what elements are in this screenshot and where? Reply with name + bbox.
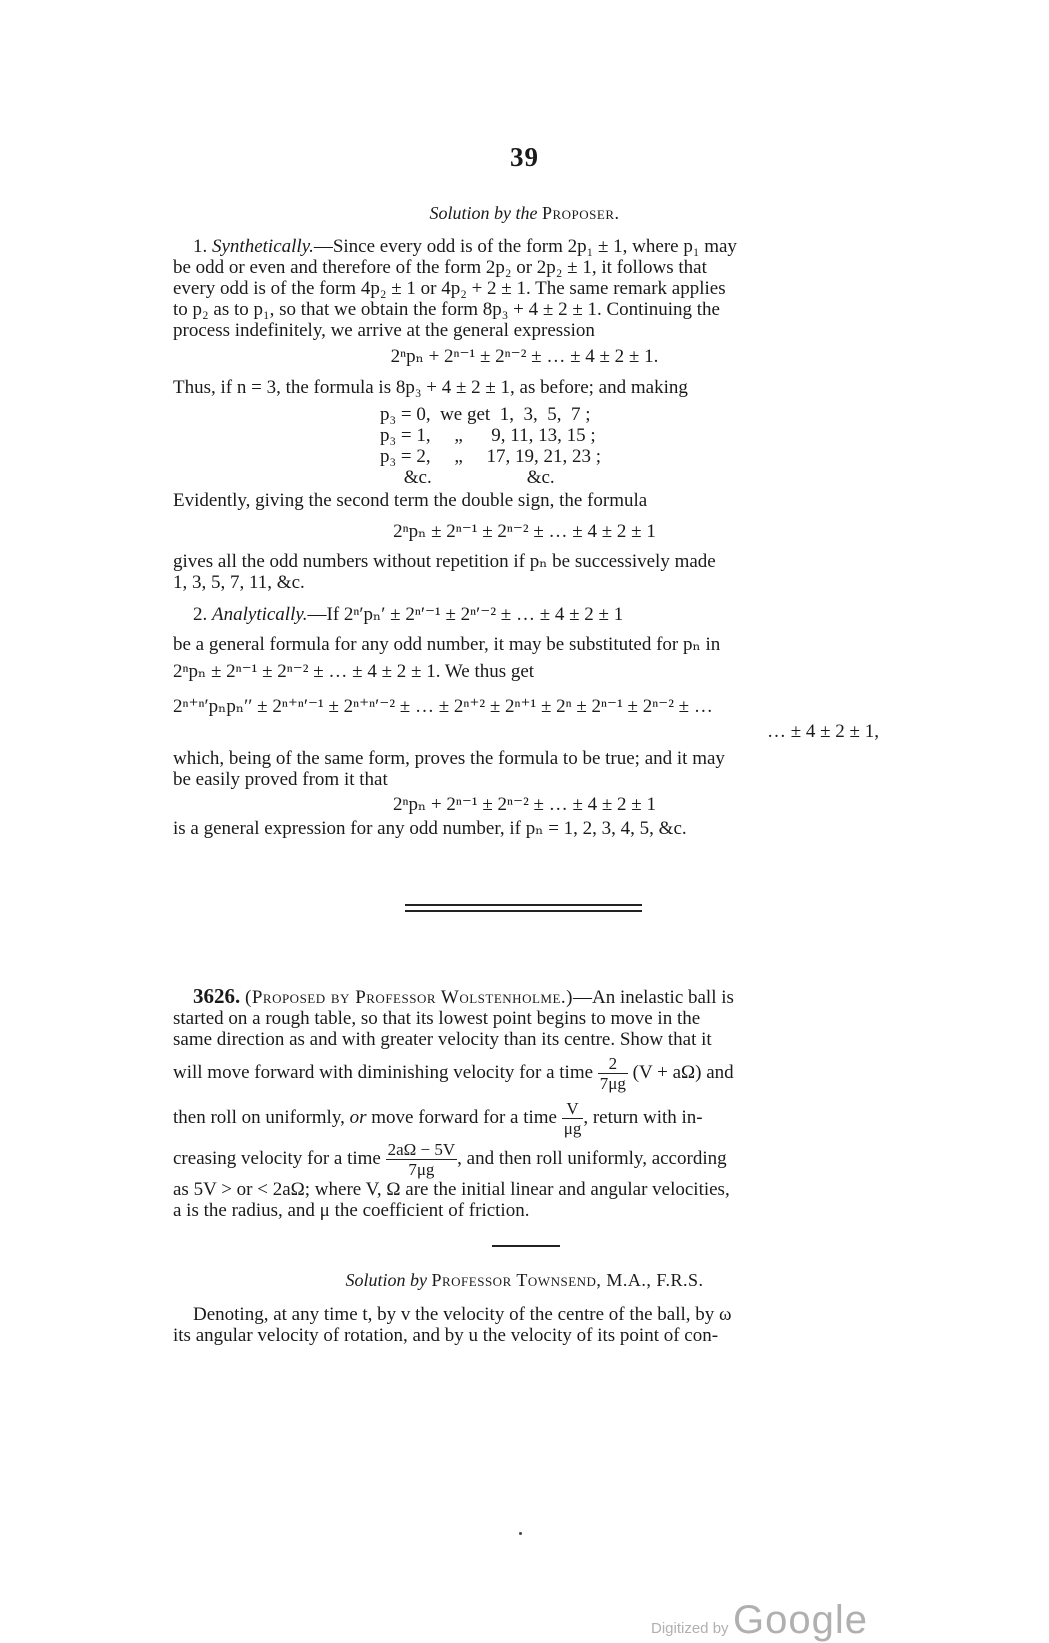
formula-final: 2ⁿpₙ + 2ⁿ⁻¹ ± 2ⁿ⁻² ± … ± 4 ± 2 ± 1 [393, 794, 656, 815]
formula-general-expression: 2ⁿpₙ + 2ⁿ⁻¹ ± 2ⁿ⁻² ± … ± 4 ± 2 ± 1. [390, 346, 659, 367]
formula-double-sign: 2ⁿpₙ ± 2ⁿ⁻¹ ± 2ⁿ⁻² ± … ± 4 ± 2 ± 1 [393, 521, 656, 542]
paragraph-analytically [173, 604, 879, 625]
google-logo-text: Google [733, 1598, 868, 1642]
solution-heading-proposer [0, 203, 1049, 224]
paragraph-label: Synthetically. [212, 236, 314, 257]
heading-prefix: Solution by [345, 1270, 427, 1290]
text-line: —If 2ⁿ′pₙ′ ± 2ⁿ′⁻¹ ± 2ⁿ′⁻² ± … ± 4 ± 2 ± 1 [307, 604, 624, 625]
text-line: 2ⁿpₙ ± 2ⁿ⁻¹ ± 2ⁿ⁻² ± … ± 4 ± 2 ± 1. We thus get [173, 661, 535, 682]
digitized-label: Digitized by [651, 1620, 729, 1637]
paragraph-number: 1. [193, 236, 208, 257]
text-line: a is the radius, and μ the coefficient of friction. [173, 1200, 530, 1221]
fraction-numerator: V [562, 1099, 584, 1119]
fraction [562, 1099, 584, 1138]
text-line: gives all the odd numbers without repetition if pₙ be successively made [173, 551, 716, 572]
table-row: p₃ = 2, „ 17, 19, 21, 23 ; [380, 446, 602, 467]
paragraph-number: 2. [193, 604, 208, 625]
fraction-numerator: 2 [598, 1054, 628, 1074]
text-fragment: then roll on uniformly, [173, 1106, 345, 1128]
text-line: every odd is of the form 4p₂ ± 1 or 4p₂ + 2 ± 1. The same remark applies [173, 278, 726, 299]
text-line: be odd or even and therefore of the form 2p₂ or 2p₂ ± 1, it follows that [173, 257, 707, 278]
solution-heading-townsend [0, 1270, 1049, 1291]
text-line: Thus, if n = 3, the formula is 8p₃ + 4 ± 2 ± 1, as before; and making [173, 377, 688, 398]
question-proposer: (Proposed by Professor Wolstenholme.) [245, 987, 573, 1008]
text-fragment: creasing velocity for a time [173, 1147, 381, 1169]
text-line: Denoting, at any time t, by v the velocity of the centre of the ball, by ω [193, 1304, 732, 1325]
text-fragment: , and then roll uniformly, according [457, 1147, 727, 1169]
text-fragment: , return with in- [583, 1106, 703, 1128]
digitized-by-google-watermark [651, 1598, 868, 1643]
text-line-with-fraction [173, 1054, 879, 1093]
heading-prefix: Solution by the [429, 203, 538, 223]
heading-name: Proposer. [541, 203, 620, 223]
short-divider [492, 1245, 560, 1247]
text-fragment: will move forward with diminishing velocity for a time [173, 1061, 594, 1083]
fraction-denominator: 7μg [408, 1160, 435, 1179]
ink-speck [519, 1532, 522, 1535]
text-line: same direction as and with greater velocity than its centre. Show that it [173, 1029, 712, 1050]
text-line: be a general formula for any odd number, it may be substituted for pₙ in [173, 634, 721, 655]
paragraph-label: Analytically. [212, 604, 308, 625]
fraction [386, 1140, 458, 1179]
formula-combined-line-1: 2ⁿ⁺ⁿ′pₙpₙ′′ ± 2ⁿ⁺ⁿ′⁻¹ ± 2ⁿ⁺ⁿ′⁻² ± … ± 2ⁿ⁺² ± 2ⁿ⁺¹ ± 2ⁿ ± 2ⁿ⁻¹ ± 2ⁿ⁻² ± … [173, 696, 713, 717]
question-3626 [173, 986, 879, 1221]
fraction-numerator: 2aΩ − 5V [387, 1140, 456, 1159]
text-fragment: (V + aΩ) and [632, 1061, 734, 1083]
fraction-denominator: 7μg [599, 1074, 626, 1093]
text-line-with-fraction [173, 1099, 879, 1138]
paragraph-gives [173, 551, 879, 593]
section-divider [405, 904, 642, 906]
fraction [598, 1054, 628, 1093]
values-table [380, 404, 601, 488]
table-row: p₃ = 0, we get 1, 3, 5, 7 ; [380, 404, 591, 425]
text-line: as 5V > or < 2aΩ; where V, Ω are the initial linear and angular velocities, [173, 1179, 730, 1200]
paragraph-denoting [173, 1304, 879, 1346]
paragraph-synthetically [173, 236, 879, 341]
text-line: its angular velocity of rotation, and by u the velocity of its point of con- [173, 1325, 719, 1346]
text-line: be easily proved from it that [173, 769, 388, 790]
text-line: is a general expression for any odd number, if pₙ = 1, 2, 3, 4, 5, &c. [173, 818, 687, 839]
text-line: to p₂ as to p₁, so that we obtain the form 8p₃ + 4 ± 2 ± 1. Continuing the [173, 299, 720, 320]
table-row: &c. &c. [380, 467, 555, 488]
text-line: started on a rough table, so that its lowest point begins to move in the [173, 1008, 701, 1029]
text-line: process indefinitely, we arrive at the general expression [173, 320, 595, 341]
paragraph-general-formula [173, 634, 879, 682]
text-line: Evidently, giving the second term the double sign, the formula [173, 490, 648, 511]
heading-name: Professor Townsend, M.A., F.R.S. [431, 1270, 704, 1290]
text-line: —An inelastic ball is [572, 987, 734, 1008]
text-line: which, being of the same form, proves the formula to be true; and it may [173, 748, 725, 769]
fraction-denominator: μg [563, 1119, 582, 1138]
text-line-with-fraction [173, 1140, 879, 1179]
formula-combined-line-2: … ± 4 ± 2 ± 1, [766, 721, 879, 742]
page-number: 39 [510, 142, 539, 172]
question-number: 3626. [193, 984, 241, 1008]
text-fragment: move forward for a time [371, 1106, 557, 1128]
text-line: 1, 3, 5, 7, 11, &c. [173, 572, 305, 593]
text-line: —Since every odd is of the form 2p₁ ± 1, where p₁ may [313, 236, 737, 257]
table-row: p₃ = 1, „ 9, 11, 13, 15 ; [380, 425, 596, 446]
paragraph-which [173, 748, 879, 790]
text-fragment: or [349, 1106, 367, 1128]
section-divider [405, 910, 642, 912]
